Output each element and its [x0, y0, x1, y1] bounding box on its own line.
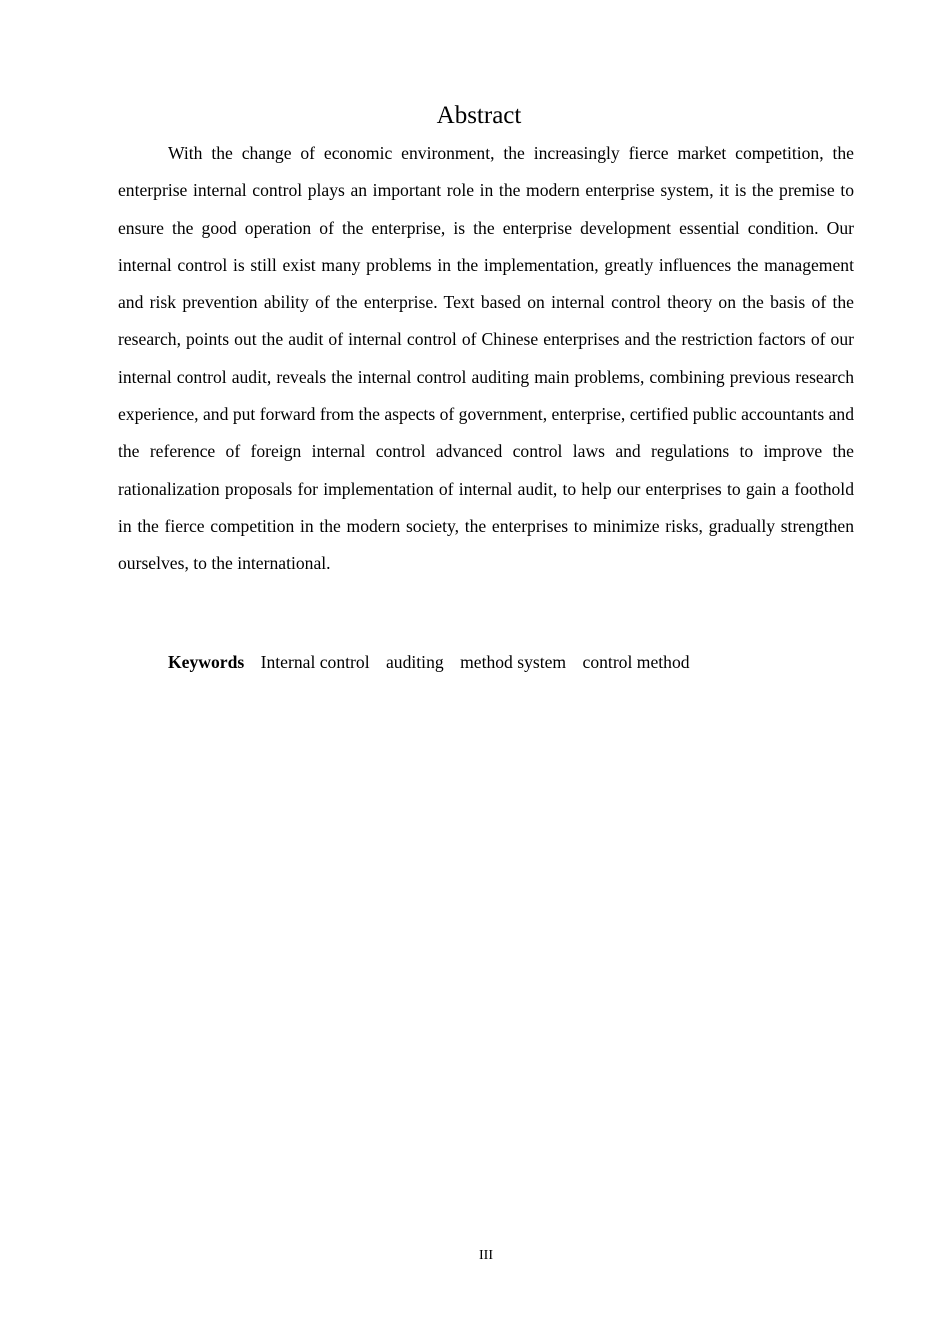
- keyword-item: control method: [582, 652, 690, 672]
- abstract-title: Abstract: [436, 102, 522, 129]
- abstract-body: With the change of economic environment, the increasingly fierce market competition, the enterprise internal control plays an important role in the modern enterprise system, it is the premise to ensure the good operation of the enterprise, is the enterprise development essential condition. Our internal control is still exist many problems in the implementation, greatly influences the management and risk prevention ability of the enterprise. Text based on internal control theory on the basis of the research, points out the audit of internal control of Chinese enterprises and the restriction factors of our internal control audit, reveals the internal control auditing main problems, combining previous research experience, and put forward from the aspects of government, enterprise, certified public accountants and the reference of foreign internal control advanced control laws and regulations to improve the rationalization proposals for implementation of internal audit, to help our enterprises to gain a foothold in the fierce competition in the modern society, the enterprises to minimize risks, gradually strengthen ourselves, to the international.: [118, 143, 854, 574]
- keyword-item: Internal control: [260, 652, 370, 672]
- page-number: III: [479, 1248, 493, 1263]
- keywords-line: [168, 645, 854, 679]
- keywords-label: Keywords: [168, 652, 245, 672]
- keyword-item: auditing: [386, 652, 444, 672]
- keyword-item: method system: [460, 652, 567, 672]
